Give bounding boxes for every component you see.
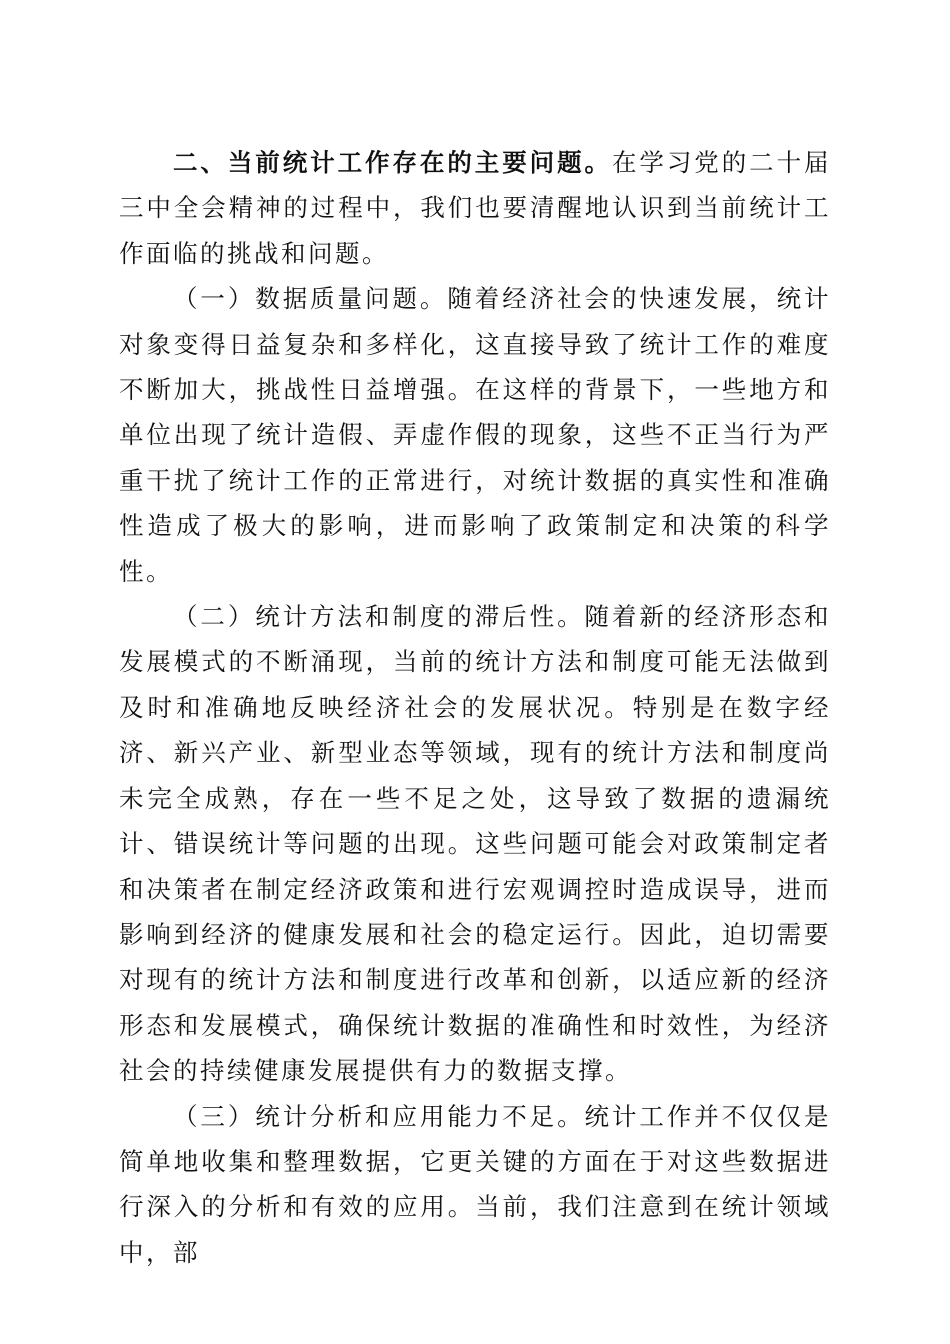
paragraph-text: 随着新的经济形态和发展模式的不断涌现，当前的统计方法和制度可能无法做到及时和准确地反映经济社会的发展状况。特别是在数字经济、新兴产业、新型业态等领域，现有的统计方法和制度尚未完全成熟，存在一些不足之处，这导致了数据的遗漏统计、错误统计等问题的出现。这些问题可能会对政策制定者和决策者在制定经济政策和进行宏观调控时造成误导，进而影响到经济的健康发展和社会的稳定运行。因此，迫切需要对现有的统计方法和制度进行改革和创新，以适应新的经济形态和发展模式，确保统计数据的准确性和时效性，为经济社会的持续健康发展提供有力的数据支撑。 xyxy=(119,602,832,1086)
section-heading: 二、当前统计工作存在的主要问题。 xyxy=(173,148,612,177)
subsection-paragraph-3 xyxy=(119,1094,831,1276)
paragraph-text: 统计工作并不仅仅是简单地收集和整理数据，它更关键的方面在于对这些数据进行深入的分析和有效的应用。当前，我们注意到在统计领域中，部 xyxy=(119,1101,832,1267)
paragraph-text: 在学习党的二十届三中全会精神的过程中，我们也要清醒地认识到当前统计工作面临的挑战和问题。 xyxy=(119,148,832,268)
subsection-heading-2: （二）统计方法和制度的滞后性。 xyxy=(173,602,585,632)
section-heading-paragraph xyxy=(119,140,831,276)
subsection-paragraph-1 xyxy=(119,276,831,594)
paragraph-text: 随着经济社会的快速发展，统计对象变得日益复杂和多样化，这直接导致了统计工作的难度不断加大，挑战性日益增强。在这样的背景下，一些地方和单位出现了统计造假、弄虚作假的现象，这些不正当行为严重干扰了统计工作的正常进行，对统计数据的真实性和准确性造成了极大的影响，进而影响了政策制定和决策的科学性。 xyxy=(119,284,832,586)
subsection-heading-3: （三）统计分析和应用能力不足。 xyxy=(173,1101,585,1131)
subsection-heading-1: （一）数据质量问题。 xyxy=(173,284,448,314)
subsection-paragraph-2 xyxy=(119,594,831,1093)
document-body xyxy=(119,140,831,1275)
